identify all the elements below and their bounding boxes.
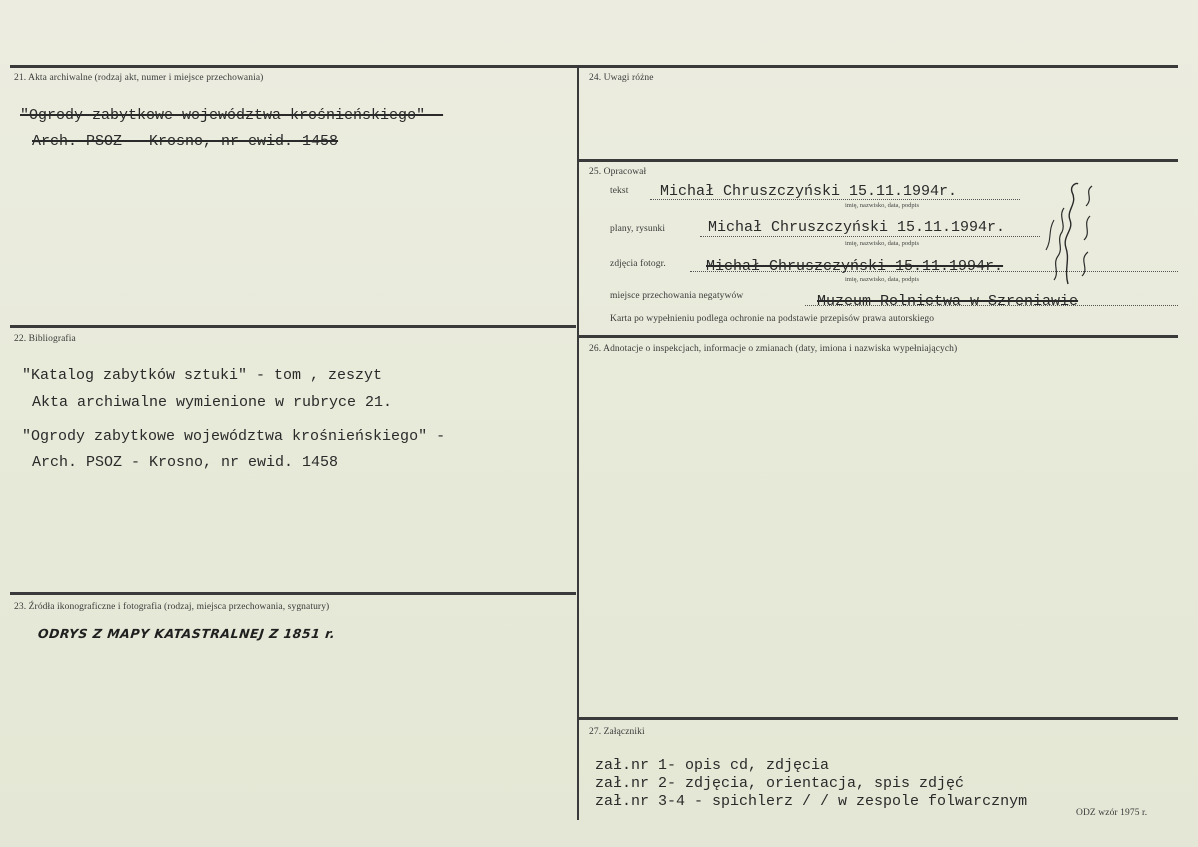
rule-left-22 — [10, 325, 576, 328]
rule-right-25 — [579, 159, 1178, 162]
rule-left-23 — [10, 592, 576, 595]
form-footer: ODZ wzór 1975 r. — [1076, 808, 1148, 818]
section-27-label: 27. Załączniki — [589, 727, 645, 737]
section-22-line-3: "Ogrody zabytkowe województwa krośnieńskiego" - — [22, 428, 446, 445]
section-26-label: 26. Adnotacje o inspekcjach, informacje o zmianach (daty, imiona i nazwiska wypełniających) — [589, 344, 958, 354]
top-rule — [10, 65, 1178, 68]
section-27-line-3: zał.nr 3-4 - spichlerz / / w zespole folwarcznym — [595, 793, 1028, 810]
section-23-handwritten: ODRYS Z MAPY KATASTRALNEJ Z 1851 r. — [37, 626, 337, 641]
row-tekst-label: tekst — [610, 186, 629, 196]
section-21-label: 21. Akta archiwalne (rodzaj akt, numer i miejsce przechowania) — [14, 73, 264, 83]
section-27-line-1: zał.nr 1- opis cd, zdjęcia — [595, 757, 830, 774]
section-22-line-4: Arch. PSOZ - Krosno, nr ewid. 1458 — [32, 454, 339, 471]
section-22-line-2: Akta archiwalne wymienione w rubryce 21. — [32, 394, 393, 411]
section-27-line-2: zał.nr 2- zdjęcia, orientacja, spis zdjęć — [595, 775, 965, 792]
row-plany-label: plany, rysunki — [610, 224, 666, 234]
copyright-note: Karta po wypełnieniu podlega ochronie na podstawie przepisów prawa autorskiego — [610, 314, 935, 324]
row-plany-dotline — [700, 236, 1040, 237]
section-24-label: 24. Uwagi różne — [589, 73, 654, 83]
row-tekst-sub: imię, nazwisko, data, podpis — [845, 202, 920, 209]
section-21-line-1: "Ogrody zabytkowe województwa krośnieńskiego" - — [20, 107, 444, 124]
row-miejsce-value: Muzeum Rolnictwa w Szreniawie — [817, 293, 1079, 310]
row-zdjecia-sub: imię, nazwisko, data, podpis — [845, 276, 920, 283]
section-21-line-2: Arch. PSOZ - Krosno, nr ewid. 1458 — [32, 133, 339, 150]
rule-right-26 — [579, 335, 1178, 338]
row-plany-value: Michał Chruszczyński 15.11.1994r. — [708, 219, 1006, 236]
section-23-label: 23. Źródła ikonograficzne i fotografia (rodzaj, miejsca przechowania, sygnatury) — [14, 602, 330, 612]
row-zdjecia-value: Michał Chruszczyński 15.11.1994r. — [706, 258, 1004, 275]
signature — [1038, 180, 1100, 290]
section-22-line-1: "Katalog zabytków sztuki" - tom , zeszyt — [22, 367, 383, 384]
section-25-label: 25. Opracował — [589, 167, 647, 177]
row-zdjecia-label: zdjęcia fotogr. — [610, 259, 666, 269]
row-tekst-value: Michał Chruszczyński 15.11.1994r. — [660, 183, 958, 200]
row-miejsce-label: miejsce przechowania negatywów — [610, 291, 744, 301]
section-22-label: 22. Bibliografia — [14, 334, 76, 344]
row-plany-sub: imię, nazwisko, data, podpis — [845, 240, 920, 247]
center-divider — [577, 66, 579, 820]
rule-right-27 — [579, 717, 1178, 720]
